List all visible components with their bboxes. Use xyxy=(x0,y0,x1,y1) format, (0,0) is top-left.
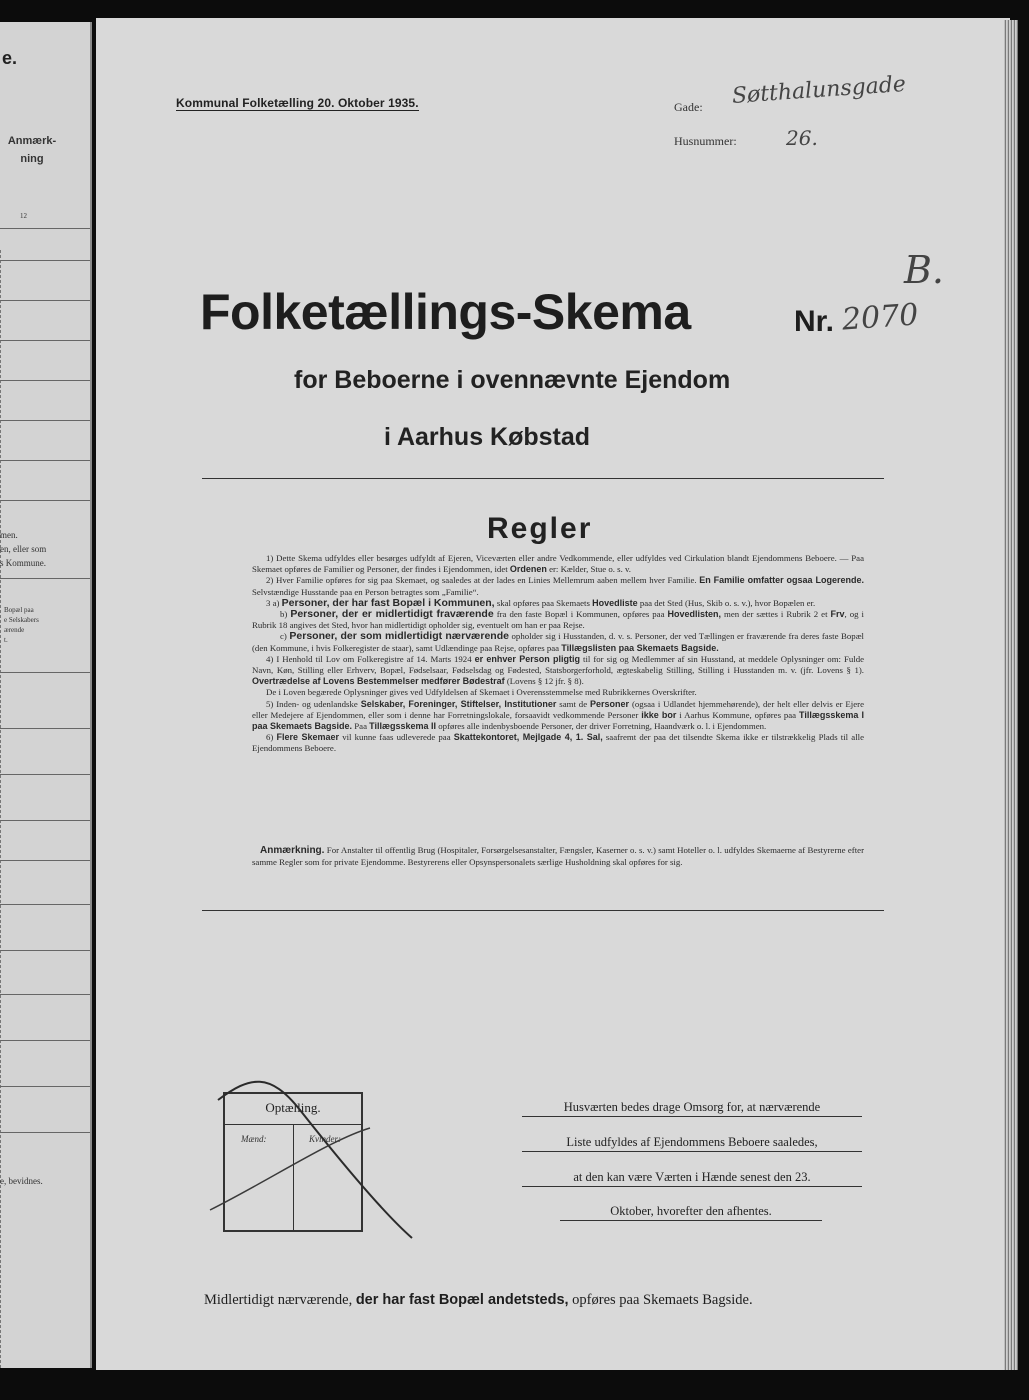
rule-3a: 3 a) Personer, der har fast Bopæl i Kommunen, skal opføres paa Skemaets Hovedliste paa det Sted (Hus, Skib o. s. v.), hvor Bopælen er. xyxy=(266,596,816,609)
census-header: Kommunal Folketælling 20. Oktober 1935. xyxy=(176,96,419,110)
footer-note: Midlertidigt nærværende, der har fast Bopæl andetsteds, opføres paa Skemaets Bagside. xyxy=(204,1292,753,1308)
left-fragment-8: e, bevidnes. xyxy=(0,1176,43,1186)
notice-line-3: at den kan være Værten i Hænde senest den 23. xyxy=(522,1170,862,1187)
left-fragment-7: t. xyxy=(4,636,8,644)
notice-line-4: Oktober, hvorefter den afhentes. xyxy=(560,1204,822,1221)
form-number-label: Nr. xyxy=(794,305,835,338)
rule-3b: b) Personer, der er midlertidigt fraværende fra den faste Bopæl i Kommunen, opføres paa Hovedlisten, men der sættes i Rubrik 2 et Frv, og i Rubrik 18 angives det Sted, hvor han midlertidigt opholder sig, eventuelt om han er paa Rejse. xyxy=(252,608,864,631)
pen-cross-mark xyxy=(190,1070,430,1250)
divider-top xyxy=(202,478,884,479)
left-fragment-4: Bopæl paa xyxy=(4,606,34,614)
book-spine xyxy=(1004,20,1018,1370)
count-women-label: Kvinder: xyxy=(309,1134,341,1144)
rule-4b: De i Loven begærede Oplysninger gives ved Udfyldelsen af Skemaet i Overensstemmelse med Rubrikkernes Overskrifter. xyxy=(266,687,697,698)
form-subtitle-2: i Aarhus Købstad xyxy=(384,423,591,451)
house-number-value: 26. xyxy=(786,126,818,150)
street-value: Søtthalunsgade xyxy=(731,71,907,109)
rule-5: 5) Inden- og udenlandske Selskaber, Foreninger, Stiftelser, Institutioner samt de Personer (ogsaa i Udlandet hjemmehørende), der helt eller delvis er Ejere eller Medejere af Ejendommen, eller som i denne har Forretningslokale, forsaavidt vedkommende Personer ikke bor i Aarhus Kommune, opføres paa Tillægsskema I paa Skemaets Bagside. Paa Tillægsskema II opføres alle indenbysboende Personer, der driver Forretning, Haandværk o. l. i Ejendommen. xyxy=(252,698,865,732)
left-column-number: 12 xyxy=(20,212,27,220)
left-fragment-2: en, eller som xyxy=(0,544,47,554)
left-fragment-1: men. xyxy=(0,530,18,540)
form-subtitle-1: for Beboerne i ovennævnte Ejendom xyxy=(294,366,731,394)
rule-1: 1) Dette Skema udfyldes eller besørges udfyldt af Ejeren, Viceværten eller andre Vedkommende, eller udfyldes ved Cirkulation blandt Ejendommens Beboere. — Paa Skemaet opføres de Familier og Personer, der findes i Ejendommen, idet Ordenen er: Kælder, Stue o. s. v. xyxy=(252,553,864,575)
left-fragment-top: e. xyxy=(2,48,18,68)
notice-line-1: Husværten bedes drage Omsorg for, at nærværende xyxy=(522,1100,862,1117)
remark-block xyxy=(252,845,864,868)
rule-3c: c) Personer, der som midlertidigt nærværende opholder sig i Husstanden, d. v. s. Personer, der ved Tællingen er fraværende fra deres faste Bopæl (den Kommune, i hvis Folkeregister de staar), samt Udlændinge paa Rejse, opføres paa Tillægslisten paa Skemaets Bagside. xyxy=(252,630,865,653)
count-men-label: Mænd: xyxy=(241,1134,267,1144)
rules-heading: Regler xyxy=(487,512,593,545)
left-fragment-5: e Selskabers xyxy=(4,616,39,624)
form-title: Folketællings-Skema xyxy=(200,284,691,340)
remark-text: For Anstalter til offentlig Brug (Hospitaler, Forsørgelsesanstalter, Fængsler, Kaserner o. s. v.) samt Hoteller o. l. udfyldes Skemaerne af Bestyrerne efter samme Regler som for private Ejendomme. Bestyrerens eller Opsynspersonalets særlige Husholdning skal opføres for sig. xyxy=(252,845,865,867)
rule-4: 4) I Henhold til Lov om Folkeregistre af 14. Marts 1924 er enhver Person pligtig til for sig og Medlemmer af sin Husstand, at meddele Oplysninger om: Fulde Navn, Køn, Stilling eller Erhverv, Bopæl, Fødselsaar, Fødselsdag og Fødested, Statsborgerforhold, ægteskabelig Stilling, Stilling i Husstanden m. v. (jfr. Lovens § 1). Overtrædelse af Lovens Bestemmelser medfører Bødestraf (Lovens § 12 jfr. § 8). xyxy=(252,653,865,687)
remark-label: Anmærkning. xyxy=(260,845,325,856)
form-letter-value: B. xyxy=(904,248,945,292)
rule-2: 2) Hver Familie opføres for sig paa Skemaet, og saaledes at der lades en Linies Mellemrum aaben mellem hver Familie. En Familie omfatter ogsaa Logerende. Selvstændige Husstande paa en Person betragtes som „Familie“. xyxy=(252,575,865,597)
divider-bottom xyxy=(202,910,884,911)
rules-body xyxy=(252,553,864,755)
street-label: Gade: xyxy=(674,100,703,114)
left-adjacent-page xyxy=(0,22,92,1368)
left-fragment-3: s Kommune. xyxy=(0,558,46,568)
form-number-value: 2070 xyxy=(840,297,920,338)
left-column-head: Anmærk- ning xyxy=(7,135,57,165)
notice-line-2: Liste udfyldes af Ejendommens Beboere saaledes, xyxy=(522,1135,862,1152)
count-title: Optælling. xyxy=(265,1100,321,1115)
house-number-label: Husnummer: xyxy=(674,134,737,148)
rule-6: 6) Flere Skemaer vil kunne faas udleverede paa Skattekontoret, Mejlgade 4, 1. Sal, saafremt der paa det tilsendte Skema ikke er tilstrækkelig Plads til alle Ejendommens Beboere. xyxy=(252,732,864,754)
left-fragment-6: ærende xyxy=(4,626,25,634)
